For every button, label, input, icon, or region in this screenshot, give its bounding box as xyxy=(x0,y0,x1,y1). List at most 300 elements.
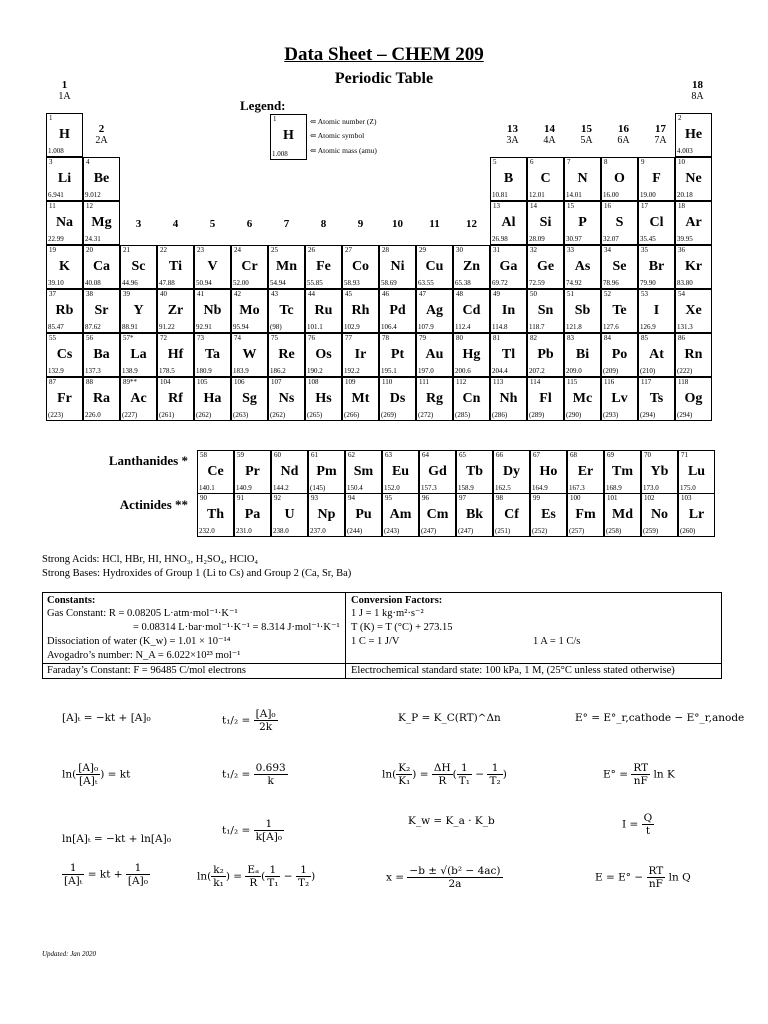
atomic-symbol: Pd xyxy=(389,303,406,318)
atomic-number: 80 xyxy=(456,334,463,342)
atomic-mass: 112.4 xyxy=(455,323,471,331)
element-eu xyxy=(382,450,419,494)
element-yb xyxy=(641,450,678,494)
atomic-symbol: Pr xyxy=(245,464,260,479)
atomic-symbol: Pa xyxy=(244,507,261,522)
constants-table xyxy=(42,592,722,679)
atomic-mass: 164.9 xyxy=(532,484,548,492)
atomic-number: 21 xyxy=(123,246,130,254)
atomic-symbol: Es xyxy=(541,507,556,522)
element-nb xyxy=(194,289,231,333)
atomic-number: 28 xyxy=(382,246,389,254)
atomic-number: 105 xyxy=(197,378,208,386)
atomic-symbol: Pu xyxy=(355,507,372,522)
eq-current: I = $\frac{Q}{t}$ xyxy=(622,812,653,837)
element-sb xyxy=(564,289,601,333)
updated-note: Updated: Jan 2020 xyxy=(42,950,97,958)
atomic-symbol: Ds xyxy=(389,391,406,406)
atomic-mass: 69.72 xyxy=(492,279,508,287)
atomic-number: 74 xyxy=(234,334,241,342)
atomic-symbol: La xyxy=(130,347,147,362)
atomic-number: 111 xyxy=(419,378,429,386)
atomic-mass: (290) xyxy=(566,411,582,419)
atomic-symbol: Al xyxy=(501,215,516,230)
atomic-mass: 192.2 xyxy=(344,367,360,375)
element-cl xyxy=(638,201,675,245)
atomic-symbol: Np xyxy=(317,507,336,522)
atomic-number: 94 xyxy=(348,494,355,502)
element-rg xyxy=(416,377,453,421)
atomic-symbol: Ta xyxy=(204,347,221,362)
element-sr xyxy=(83,289,120,333)
atomic-number: 18 xyxy=(678,202,685,210)
atomic-number: 33 xyxy=(567,246,574,254)
atomic-number: 40 xyxy=(160,290,167,298)
atomic-number: 114 xyxy=(530,378,541,386)
element-cr xyxy=(231,245,268,289)
atomic-number: 20 xyxy=(86,246,93,254)
atomic-symbol: Os xyxy=(315,347,332,362)
atomic-mass: 14.01 xyxy=(566,191,582,199)
atomic-number: 102 xyxy=(644,494,655,502)
element-y xyxy=(120,289,157,333)
group-label-17: 17 7A xyxy=(654,123,667,146)
atomic-mass: 83.80 xyxy=(677,279,693,287)
element-ne xyxy=(675,157,712,201)
element-ni xyxy=(379,245,416,289)
atomic-mass: 114.8 xyxy=(492,323,508,331)
element-pm xyxy=(308,450,345,494)
atomic-mass: 91.22 xyxy=(159,323,175,331)
atomic-symbol: Rh xyxy=(351,303,370,318)
atomic-number: 19 xyxy=(49,246,56,254)
atomic-symbol: Ra xyxy=(92,391,111,406)
atomic-mass: (227) xyxy=(122,411,138,419)
atomic-number: 106 xyxy=(234,378,245,386)
atomic-mass: 88.91 xyxy=(122,323,138,331)
atomic-mass: 106.4 xyxy=(381,323,397,331)
atomic-symbol: Mg xyxy=(91,215,112,230)
atomic-symbol: Sg xyxy=(242,391,257,406)
atomic-mass: (266) xyxy=(344,411,360,419)
element-pu xyxy=(345,493,382,537)
atomic-mass: (262) xyxy=(196,411,212,419)
atomic-mass: 138.9 xyxy=(122,367,138,375)
atomic-symbol: V xyxy=(207,259,218,274)
element-mn xyxy=(268,245,305,289)
group-label-7: 7 xyxy=(283,218,290,230)
element-md xyxy=(604,493,641,537)
atomic-mass: 52.00 xyxy=(233,279,249,287)
legend-title: Legend: xyxy=(240,98,286,113)
atomic-symbol: Ts xyxy=(649,391,664,406)
atomic-symbol: Cr xyxy=(241,259,258,274)
atomic-symbol: Hg xyxy=(462,347,481,362)
atomic-symbol: Cu xyxy=(425,259,444,274)
atomic-number: 115 xyxy=(567,378,578,386)
group-label-16: 16 6A xyxy=(617,123,630,146)
atomic-symbol: Rf xyxy=(168,391,183,406)
atomic-mass: 16.00 xyxy=(603,191,619,199)
page-title: Data Sheet – CHEM 209 xyxy=(284,44,484,65)
atomic-mass: 95.94 xyxy=(233,323,249,331)
element-ds xyxy=(379,377,416,421)
atomic-symbol: Lu xyxy=(687,464,706,479)
atomic-number: 8 xyxy=(604,158,608,166)
atomic-symbol: Be xyxy=(93,171,110,186)
page-subtitle: Periodic Table xyxy=(334,70,434,87)
element-nh xyxy=(490,377,527,421)
element-h xyxy=(46,113,83,157)
atomic-mass: 118.7 xyxy=(529,323,545,331)
element-ti xyxy=(157,245,194,289)
atomic-symbol: Sc xyxy=(131,259,146,274)
atomic-symbol: Sr xyxy=(94,303,109,318)
element-hf xyxy=(157,333,194,377)
atomic-mass: (257) xyxy=(569,527,585,535)
legend-mass: 1.008 xyxy=(272,150,288,158)
atomic-number: 52 xyxy=(604,290,611,298)
atomic-number: 89** xyxy=(123,378,137,386)
atomic-number: 85 xyxy=(641,334,648,342)
element-no xyxy=(641,493,678,537)
element-as xyxy=(564,245,601,289)
element-cn xyxy=(453,377,490,421)
atomic-mass: 232.0 xyxy=(199,527,215,535)
element-sm xyxy=(345,450,382,494)
atomic-number: 14 xyxy=(530,202,537,210)
atomic-mass: 150.4 xyxy=(347,484,363,492)
atomic-number: 9 xyxy=(641,158,645,166)
atomic-symbol: Tc xyxy=(279,303,294,318)
atomic-symbol: Og xyxy=(684,391,703,406)
atomic-mass: 209.0 xyxy=(566,367,582,375)
atomic-symbol: B xyxy=(503,171,514,186)
atomic-mass: 167.3 xyxy=(569,484,585,492)
atomic-symbol: K xyxy=(59,259,70,274)
atomic-symbol: Ba xyxy=(93,347,110,362)
element-nd xyxy=(271,450,308,494)
element-og xyxy=(675,377,712,421)
element-in xyxy=(490,289,527,333)
atomic-symbol: Md xyxy=(612,507,633,522)
atomic-number: 43 xyxy=(271,290,278,298)
atomic-mass: 140.9 xyxy=(236,484,252,492)
atomic-mass: 63.55 xyxy=(418,279,434,287)
atomic-number: 37 xyxy=(49,290,56,298)
atomic-symbol: Se xyxy=(612,259,627,274)
atomic-mass: 26.98 xyxy=(492,235,508,243)
atomic-mass: 9.012 xyxy=(85,191,101,199)
lanthanides-label: Lanthanides * xyxy=(108,453,188,468)
atomic-symbol: Rn xyxy=(684,347,703,362)
atomic-number: 73 xyxy=(197,334,204,342)
atomic-symbol: Fr xyxy=(57,391,72,406)
atomic-number: 109 xyxy=(345,378,356,386)
atomic-mass: 162.5 xyxy=(495,484,511,492)
conversion-standard-state: Electrochemical standard state: 100 kPa, 1 M, (25°C unless stated otherwise) xyxy=(351,665,675,676)
atomic-number: 98 xyxy=(496,494,503,502)
element-ns xyxy=(268,377,305,421)
atomic-symbol: Nd xyxy=(280,464,299,479)
element-tc xyxy=(268,289,305,333)
element-sc xyxy=(120,245,157,289)
atomic-mass: 121.8 xyxy=(566,323,582,331)
eq-nernst: E = E° − $\frac{RT}{nF}$ ln Q xyxy=(595,865,691,890)
atomic-mass: 180.9 xyxy=(196,367,212,375)
atomic-symbol: Pm xyxy=(316,464,337,479)
atomic-mass: 132.9 xyxy=(48,367,64,375)
atomic-symbol: Ir xyxy=(354,347,367,362)
atomic-number: 6 xyxy=(530,158,534,166)
element-pa xyxy=(234,493,271,537)
atomic-number: 4 xyxy=(86,158,90,166)
atomic-mass: 30.97 xyxy=(566,235,582,243)
atomic-symbol: Ne xyxy=(685,171,702,186)
atomic-number: 23 xyxy=(197,246,204,254)
atomic-mass: 195.1 xyxy=(381,367,397,375)
atomic-mass: 190.2 xyxy=(307,367,323,375)
constant-gas-1: Gas Constant: R = 0.08205 L·atm·mol⁻¹·K⁻¹ xyxy=(47,608,238,619)
atomic-symbol: Ar xyxy=(685,215,702,230)
atomic-mass: 28.09 xyxy=(529,235,545,243)
element-ac xyxy=(120,377,157,421)
element-f xyxy=(638,157,675,201)
eq-half-life-first: t₁/₂ = $\frac{0.693}{k}$ xyxy=(222,762,286,787)
atomic-mass: 39.95 xyxy=(677,235,693,243)
atomic-mass: (247) xyxy=(458,527,474,535)
element-c xyxy=(527,157,564,201)
atomic-symbol: Fe xyxy=(316,259,331,274)
eq-first-order: ln[A]ₜ = −kt + ln[A]₀ xyxy=(62,833,171,845)
element-at xyxy=(638,333,675,377)
atomic-number: 107 xyxy=(271,378,282,386)
atomic-mass: 47.88 xyxy=(159,279,175,287)
element-dy xyxy=(493,450,530,494)
atomic-symbol: Ha xyxy=(203,391,222,406)
element-mt xyxy=(342,377,379,421)
atomic-symbol: Bi xyxy=(575,347,590,362)
atomic-mass: (247) xyxy=(421,527,437,535)
atomic-symbol: Ca xyxy=(92,259,111,274)
atomic-symbol: Cn xyxy=(462,391,481,406)
group-label-8: 8 xyxy=(320,218,327,230)
atomic-mass: 24.31 xyxy=(85,235,101,243)
atomic-number: 88 xyxy=(86,378,93,386)
atomic-symbol: Cl xyxy=(649,215,664,230)
atomic-number: 78 xyxy=(382,334,389,342)
atomic-symbol: Bk xyxy=(465,507,484,522)
element-la xyxy=(120,333,157,377)
actinides-label: Actinides ** xyxy=(119,497,188,512)
atomic-number: 112 xyxy=(456,378,467,386)
atomic-symbol: Au xyxy=(425,347,444,362)
element-k xyxy=(46,245,83,289)
element-ar xyxy=(675,201,712,245)
atomic-mass: 127.6 xyxy=(603,323,619,331)
legend-z: 1 xyxy=(273,115,277,123)
atomic-symbol: Lv xyxy=(611,391,628,406)
atomic-mass: 74.92 xyxy=(566,279,582,287)
element-w xyxy=(231,333,268,377)
atomic-symbol: Cd xyxy=(462,303,481,318)
atomic-symbol: In xyxy=(501,303,516,318)
atomic-mass: 183.9 xyxy=(233,367,249,375)
atomic-number: 116 xyxy=(604,378,615,386)
atomic-number: 50 xyxy=(530,290,537,298)
element-ge xyxy=(527,245,564,289)
legend-label-mass: ⇐ Atomic mass (amu) xyxy=(310,146,377,155)
atomic-symbol: Ns xyxy=(278,391,295,406)
atomic-symbol: Cm xyxy=(426,507,449,522)
atomic-number: 10 xyxy=(678,158,685,166)
atomic-mass: (262) xyxy=(270,411,286,419)
atomic-number: 1 xyxy=(49,114,53,122)
element-n xyxy=(564,157,601,201)
element-ba xyxy=(83,333,120,377)
element-b xyxy=(490,157,527,201)
atomic-symbol: Lr xyxy=(688,507,705,522)
atomic-mass: 22.99 xyxy=(48,235,64,243)
element-ce xyxy=(197,450,234,494)
element-te xyxy=(601,289,638,333)
atomic-mass: 101.1 xyxy=(307,323,323,331)
element-bk xyxy=(456,493,493,537)
element-fl xyxy=(527,377,564,421)
atomic-mass: (252) xyxy=(532,527,548,535)
atomic-symbol: Tb xyxy=(465,464,484,479)
atomic-mass: 238.0 xyxy=(273,527,289,535)
atomic-number: 103 xyxy=(681,494,692,502)
atomic-number: 77 xyxy=(345,334,352,342)
element-lr xyxy=(678,493,715,537)
atomic-mass: 1.008 xyxy=(48,147,64,155)
element-ts xyxy=(638,377,675,421)
atomic-mass: 237.0 xyxy=(310,527,326,535)
atomic-symbol: Ti xyxy=(169,259,182,274)
atomic-mass: 152.0 xyxy=(384,484,400,492)
group-label-2: 2 2A xyxy=(95,123,108,146)
atomic-number: 110 xyxy=(382,378,393,386)
atomic-mass: 186.2 xyxy=(270,367,286,375)
element-ga xyxy=(490,245,527,289)
atomic-symbol: Y xyxy=(133,303,144,318)
atomic-number: 45 xyxy=(345,290,352,298)
atomic-mass: 107.9 xyxy=(418,323,434,331)
atomic-symbol: F xyxy=(652,171,661,186)
atomic-mass: 178.5 xyxy=(159,367,175,375)
atomic-symbol: Pt xyxy=(390,347,405,362)
atomic-number: 41 xyxy=(197,290,204,298)
element-bi xyxy=(564,333,601,377)
atomic-symbol: Sn xyxy=(537,303,554,318)
atomic-mass: (294) xyxy=(677,411,693,419)
atomic-symbol: Cs xyxy=(56,347,73,362)
atomic-number: 42 xyxy=(234,290,241,298)
eq-quadratic: x = $\frac{\text{−b ± √(b² − 4ac)}}{2a}$ xyxy=(386,865,501,890)
element-ag xyxy=(416,289,453,333)
atomic-mass: 44.96 xyxy=(122,279,138,287)
atomic-symbol: W xyxy=(242,347,257,362)
atomic-symbol: Sb xyxy=(574,303,591,318)
element-es xyxy=(530,493,567,537)
group-label-6: 6 xyxy=(246,218,253,230)
atomic-mass: (286) xyxy=(492,411,508,419)
element-sg xyxy=(231,377,268,421)
atomic-symbol: As xyxy=(574,259,591,274)
constant-gas-2: = 0.08314 L·bar·mol⁻¹·K⁻¹ = 8.314 J·mol⁻¹·K⁻¹ xyxy=(133,622,340,633)
atomic-mass: (269) xyxy=(381,411,397,419)
element-th xyxy=(197,493,234,537)
atomic-symbol: Rg xyxy=(425,391,444,406)
atomic-mass: 20.18 xyxy=(677,191,693,199)
element-ir xyxy=(342,333,379,377)
conversions-header: Conversion Factors: xyxy=(351,595,443,606)
element-np xyxy=(308,493,345,537)
atomic-mass: 92.91 xyxy=(196,323,212,331)
atomic-symbol: Ga xyxy=(499,259,518,274)
element-tl xyxy=(490,333,527,377)
atomic-symbol: Fm xyxy=(575,507,596,522)
atomic-number: 84 xyxy=(604,334,611,342)
element-zr xyxy=(157,289,194,333)
atomic-mass: 126.9 xyxy=(640,323,656,331)
atomic-symbol: Mn xyxy=(276,259,297,274)
atomic-symbol: C xyxy=(540,171,551,186)
group-label-14: 14 4A xyxy=(543,123,556,146)
atomic-mass: 137.3 xyxy=(85,367,101,375)
atomic-number: 96 xyxy=(422,494,429,502)
atomic-mass: 157.3 xyxy=(421,484,437,492)
element-cd xyxy=(453,289,490,333)
atomic-symbol: Tl xyxy=(501,347,516,362)
eq-half-life-second: t₁/₂ = $\frac{1}{\text{k[A]₀}}$ xyxy=(222,818,283,843)
atomic-mass: (251) xyxy=(495,527,511,535)
atomic-symbol: Eu xyxy=(391,464,410,479)
group-label-18: 18 8A xyxy=(691,79,704,102)
element-os xyxy=(305,333,342,377)
atomic-mass: 10.81 xyxy=(492,191,508,199)
atomic-symbol: Co xyxy=(351,259,370,274)
atomic-mass: (261) xyxy=(159,411,175,419)
atomic-number: 62 xyxy=(348,451,355,459)
atomic-symbol: Mc xyxy=(572,391,593,406)
atomic-mass: (243) xyxy=(384,527,400,535)
atomic-mass: 35.45 xyxy=(640,235,656,243)
atomic-number: 68 xyxy=(570,451,577,459)
element-rh xyxy=(342,289,379,333)
atomic-number: 83 xyxy=(567,334,574,342)
atomic-number: 35 xyxy=(641,246,648,254)
atomic-symbol: Sm xyxy=(353,464,374,479)
atomic-symbol: Yb xyxy=(650,464,669,479)
atomic-number: 27 xyxy=(345,246,352,254)
atomic-mass: (210) xyxy=(640,367,656,375)
atomic-number: 13 xyxy=(493,202,500,210)
atomic-symbol: Ru xyxy=(314,303,333,318)
atomic-symbol: Gd xyxy=(428,464,447,479)
atomic-mass: (263) xyxy=(233,411,249,419)
atomic-number: 60 xyxy=(274,451,281,459)
atomic-mass: 140.1 xyxy=(199,484,215,492)
constants-header: Constants: xyxy=(47,595,96,606)
atomic-number: 81 xyxy=(493,334,500,342)
atomic-symbol: Ho xyxy=(539,464,558,479)
atomic-mass: 158.9 xyxy=(458,484,474,492)
atomic-number: 113 xyxy=(493,378,504,386)
atomic-number: 46 xyxy=(382,290,389,298)
element-v xyxy=(194,245,231,289)
